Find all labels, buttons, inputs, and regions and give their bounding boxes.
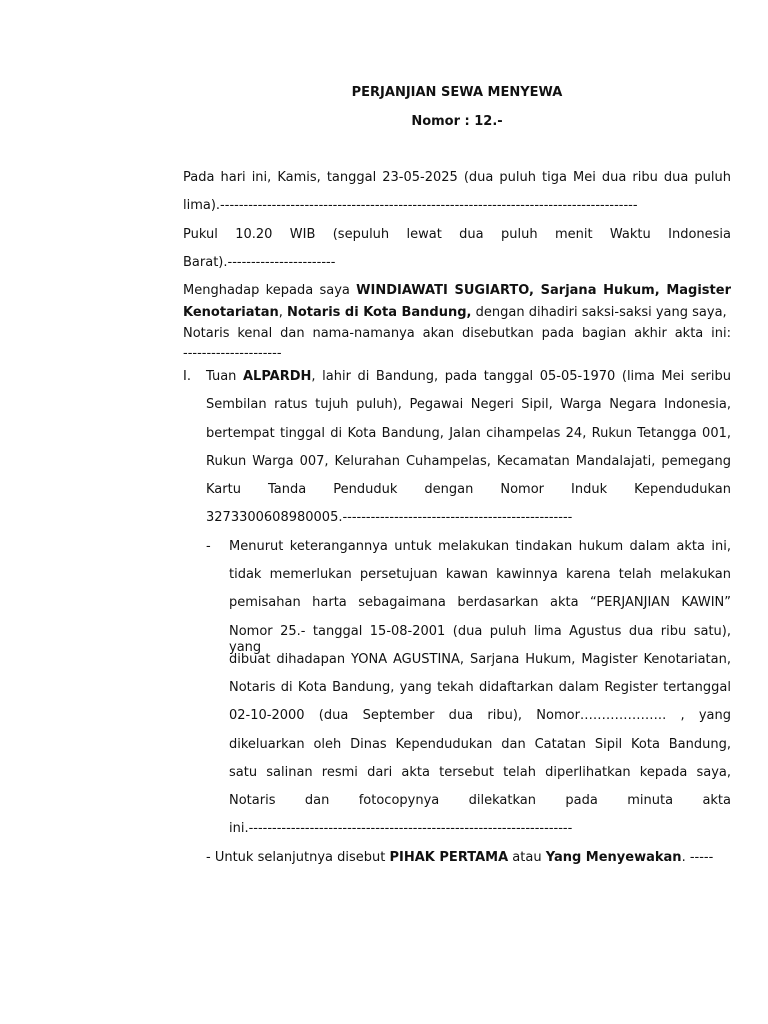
sub1-line-4: Nomor 25.- tanggal 15-08-2001 (dua puluh lima Agustus dua ribu satu), yang [229, 624, 731, 655]
appear-text: Menghadap kepada saya [183, 283, 357, 298]
sub1-line-2: tidak memerlukan persetujuan kawan kawinnya karena telah melakukan [229, 567, 731, 582]
appear-line-3: Notaris kenal dan nama-namanya akan disebutkan pada bagian akhir akta ini: [183, 326, 731, 341]
sub1-line-7: 02-10-2000 (dua September dua ribu), Nomor……………….. , yang [229, 708, 731, 723]
party1-line-1 [206, 369, 731, 385]
appear-line-4: --------------------- [183, 346, 282, 361]
sub1-line-5: dibuat dihadapan YONA AGUSTINA, Sarjana Hukum, Magister Kenotariatan, [229, 652, 731, 667]
sub2-tail: . ----- [681, 850, 714, 865]
sub1-line-3: pemisahan harta sebagaimana berdasarkan akta “PERJANJIAN KAWIN” [229, 595, 731, 610]
party1-line-2: Sembilan ratus tujuh puluh), Pegawai Negeri Sipil, Warga Negara Indonesia, [206, 397, 731, 412]
sub1-dash: - [206, 539, 211, 554]
sub1-line-6: Notaris di Kota Bandung, yang tekah didaftarkan dalam Register tertanggal [229, 680, 731, 695]
party1-name: ALPARDH [243, 369, 312, 384]
document-number: Nomor : 12.- [411, 114, 503, 129]
sub2-or: atau [508, 850, 546, 865]
sub1-line-11: ini.--------------------------------------------------------------------- [229, 821, 573, 836]
sub1-line-1: Menurut keterangannya untuk melakukan tindakan hukum dalam akta ini, [229, 539, 731, 554]
notary-title: Kenotariatan [183, 305, 279, 320]
appear-line-2 [183, 305, 727, 321]
party1-line-4: Rukun Warga 007, Kelurahan Cuhampelas, Kecamatan Mandalajati, pemegang [206, 454, 731, 469]
sub2-text: - Untuk selanjutnya disebut [206, 850, 390, 865]
party1-line-6: 3273300608980005.------------------------------------------------- [206, 510, 573, 525]
sub1-line-10: Notaris dan fotocopynya dilekatkan pada minuta akta [229, 793, 731, 808]
sub2-line [206, 850, 713, 866]
party1-line-3: bertempat tinggal di Kota Bandung, Jalan cihampelas 24, Rukun Tetangga 001, [206, 426, 731, 441]
opening-line-2: lima).----------------------------------------------------------------------------------------- [183, 198, 638, 213]
notary-name: WINDIAWATI SUGIARTO, Sarjana Hukum, Magister [356, 283, 731, 298]
notary-location: Notaris di Kota Bandung, [286, 305, 472, 320]
appear-comma: , [278, 305, 287, 320]
appear-text-2: dengan dihadiri saksi-saksi yang saya, [471, 305, 727, 320]
party1-birth: , lahir di Bandung, pada tanggal 05-05-1970 (lima Mei seribu [311, 369, 731, 384]
party-number: I. [183, 369, 191, 384]
party1-line-5: Kartu Tanda Penduduk dengan Nomor Induk Kependudukan [206, 482, 731, 497]
opening-line-1: Pada hari ini, Kamis, tanggal 23-05-2025 (dua puluh tiga Mei dua ribu dua puluh [183, 170, 731, 185]
opening-line-3: Pukul 10.20 WIB (sepuluh lewat dua puluh menit Waktu Indonesia [183, 227, 731, 242]
opening-line-4: Barat).----------------------- [183, 255, 336, 270]
party-role: PIHAK PERTAMA [389, 850, 509, 865]
party-role-alt: Yang Menyewakan [545, 850, 682, 865]
appear-line-1 [183, 283, 731, 299]
sub1-line-9: satu salinan resmi dari akta tersebut telah diperlihatkan kepada saya, [229, 765, 731, 780]
document-title: PERJANJIAN SEWA MENYEWA [351, 85, 563, 100]
party1-honorific: Tuan [206, 369, 243, 384]
sub1-line-8: dikeluarkan oleh Dinas Kependudukan dan Catatan Sipil Kota Bandung, [229, 737, 731, 752]
